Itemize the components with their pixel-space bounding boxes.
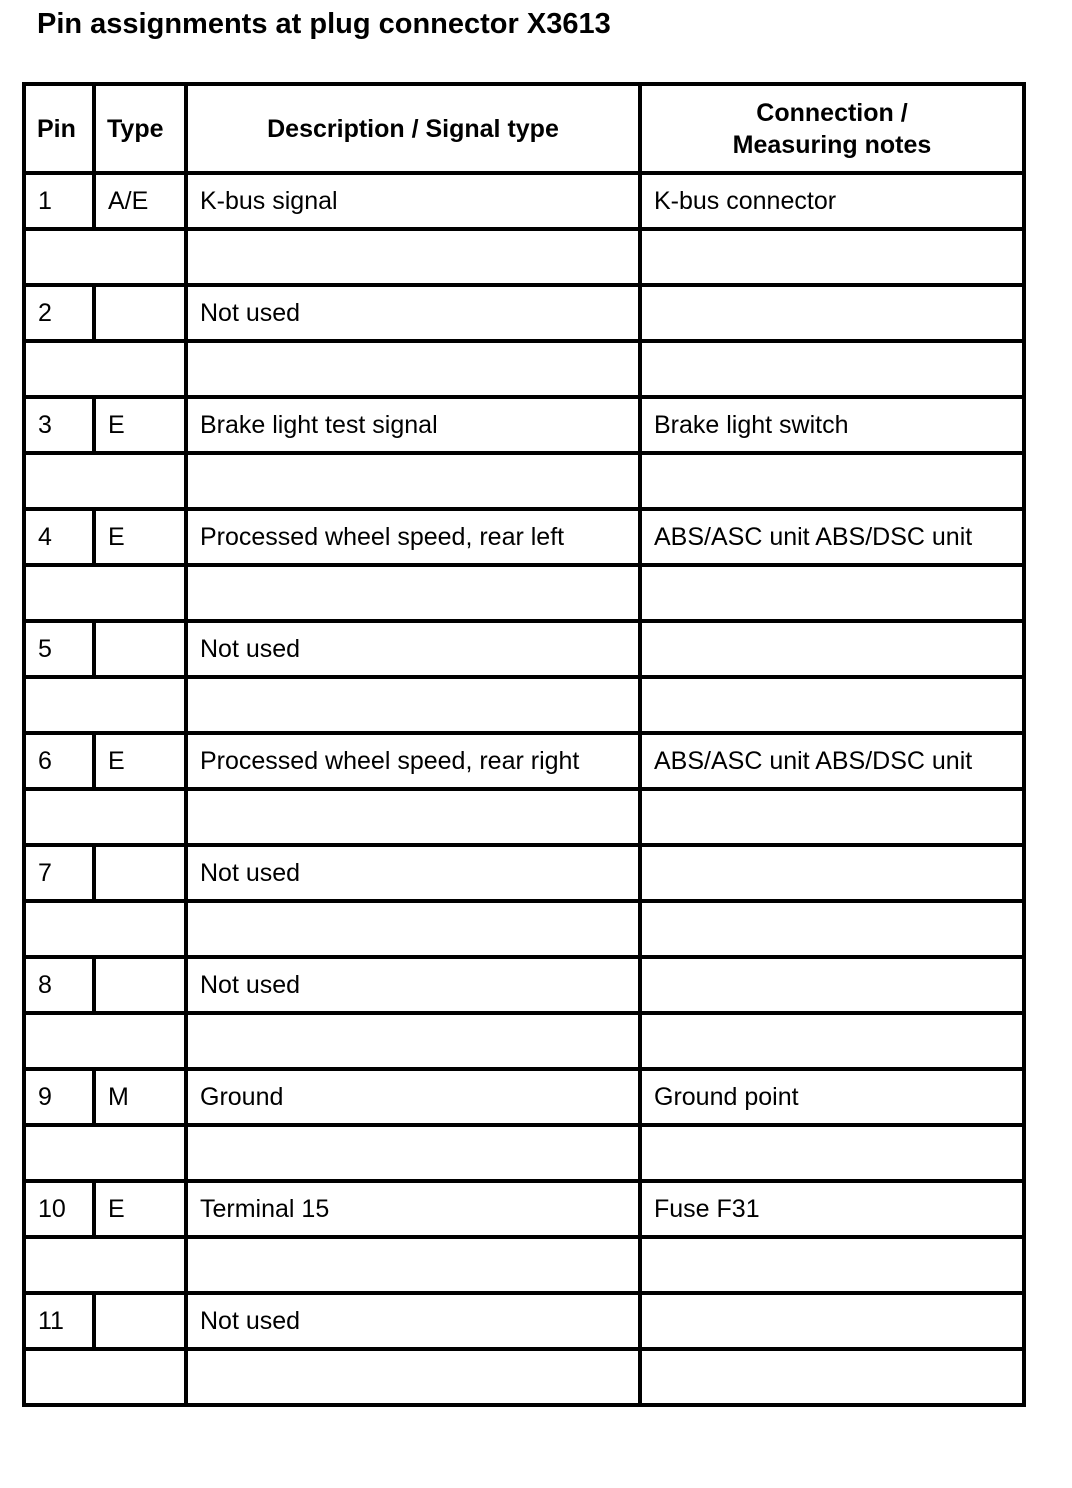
cell-pin: 3 <box>24 397 94 453</box>
table-row <box>24 285 1024 341</box>
spacer-cell <box>186 1125 640 1181</box>
spacer-row <box>24 229 1024 285</box>
cell-pin: 5 <box>24 621 94 677</box>
cell-connection: Brake light switch <box>640 397 1024 453</box>
spacer-cell <box>186 901 640 957</box>
spacer-row <box>24 1013 1024 1069</box>
spacer-cell <box>186 677 640 733</box>
cell-connection <box>640 1293 1024 1349</box>
spacer-cell <box>24 901 186 957</box>
spacer-cell <box>640 1237 1024 1293</box>
spacer-cell <box>186 1013 640 1069</box>
spacer-cell <box>186 229 640 285</box>
cell-connection: ABS/ASC unit ABS/DSC unit <box>640 509 1024 565</box>
cell-description: Brake light test signal <box>186 397 640 453</box>
spacer-row <box>24 1349 1024 1405</box>
spacer-cell <box>24 677 186 733</box>
table-row <box>24 173 1024 229</box>
header-connection-line2: Measuring notes <box>732 130 932 159</box>
spacer-cell <box>640 789 1024 845</box>
spacer-cell <box>24 229 186 285</box>
cell-connection: ABS/ASC unit ABS/DSC unit <box>640 733 1024 789</box>
spacer-row <box>24 677 1024 733</box>
header-connection-line1: Connection / <box>756 98 908 127</box>
spacer-cell <box>24 1125 186 1181</box>
header-pin: Pin <box>24 84 94 173</box>
cell-type: M <box>94 1069 186 1125</box>
spacer-cell <box>640 453 1024 509</box>
cell-type: E <box>94 733 186 789</box>
cell-description: Not used <box>186 285 640 341</box>
spacer-cell <box>186 1349 640 1405</box>
cell-pin: 9 <box>24 1069 94 1125</box>
cell-description: Not used <box>186 1293 640 1349</box>
cell-type <box>94 1293 186 1349</box>
spacer-row <box>24 453 1024 509</box>
cell-pin: 7 <box>24 845 94 901</box>
cell-type: E <box>94 397 186 453</box>
spacer-cell <box>640 565 1024 621</box>
spacer-cell <box>640 1349 1024 1405</box>
cell-pin: 1 <box>24 173 94 229</box>
cell-type: E <box>94 1181 186 1237</box>
cell-type: A/E <box>94 173 186 229</box>
cell-connection: K-bus connector <box>640 173 1024 229</box>
cell-connection <box>640 285 1024 341</box>
table-row <box>24 1181 1024 1237</box>
table-row <box>24 957 1024 1013</box>
spacer-cell <box>640 1013 1024 1069</box>
spacer-row <box>24 1237 1024 1293</box>
spacer-cell <box>186 789 640 845</box>
spacer-cell <box>640 229 1024 285</box>
cell-connection <box>640 845 1024 901</box>
spacer-cell <box>186 341 640 397</box>
cell-pin: 6 <box>24 733 94 789</box>
cell-description: Not used <box>186 621 640 677</box>
spacer-cell <box>186 1237 640 1293</box>
spacer-cell <box>24 453 186 509</box>
table-row <box>24 845 1024 901</box>
cell-description: Not used <box>186 957 640 1013</box>
cell-type <box>94 845 186 901</box>
spacer-cell <box>186 565 640 621</box>
table-row <box>24 397 1024 453</box>
cell-pin: 11 <box>24 1293 94 1349</box>
table-row <box>24 1069 1024 1125</box>
spacer-cell <box>24 1237 186 1293</box>
spacer-row <box>24 565 1024 621</box>
cell-connection: Ground point <box>640 1069 1024 1125</box>
spacer-cell <box>24 565 186 621</box>
table-row <box>24 733 1024 789</box>
cell-type <box>94 621 186 677</box>
cell-pin: 10 <box>24 1181 94 1237</box>
table-row <box>24 1293 1024 1349</box>
spacer-cell <box>24 1013 186 1069</box>
spacer-row <box>24 901 1024 957</box>
spacer-row <box>24 789 1024 845</box>
spacer-row <box>24 341 1024 397</box>
spacer-cell <box>640 341 1024 397</box>
cell-pin: 2 <box>24 285 94 341</box>
cell-type <box>94 285 186 341</box>
spacer-row <box>24 1125 1024 1181</box>
cell-description: Not used <box>186 845 640 901</box>
header-type: Type <box>94 84 186 173</box>
spacer-cell <box>24 341 186 397</box>
cell-description: Terminal 15 <box>186 1181 640 1237</box>
cell-type: E <box>94 509 186 565</box>
cell-description: Processed wheel speed, rear right <box>186 733 640 789</box>
table-row <box>24 509 1024 565</box>
cell-connection: Fuse F31 <box>640 1181 1024 1237</box>
header-connection <box>640 84 1024 173</box>
spacer-cell <box>640 1125 1024 1181</box>
table-header-row <box>24 84 1024 173</box>
table-row <box>24 621 1024 677</box>
pin-assignment-table <box>22 82 1026 1407</box>
cell-connection <box>640 621 1024 677</box>
spacer-cell <box>186 453 640 509</box>
spacer-cell <box>640 677 1024 733</box>
cell-pin: 8 <box>24 957 94 1013</box>
cell-description: Ground <box>186 1069 640 1125</box>
cell-connection <box>640 957 1024 1013</box>
header-description: Description / Signal type <box>186 84 640 173</box>
spacer-cell <box>24 1349 186 1405</box>
page-title: Pin assignments at plug connector X3613 <box>37 8 611 40</box>
cell-description: Processed wheel speed, rear left <box>186 509 640 565</box>
spacer-cell <box>24 789 186 845</box>
cell-type <box>94 957 186 1013</box>
cell-description: K-bus signal <box>186 173 640 229</box>
cell-pin: 4 <box>24 509 94 565</box>
spacer-cell <box>640 901 1024 957</box>
